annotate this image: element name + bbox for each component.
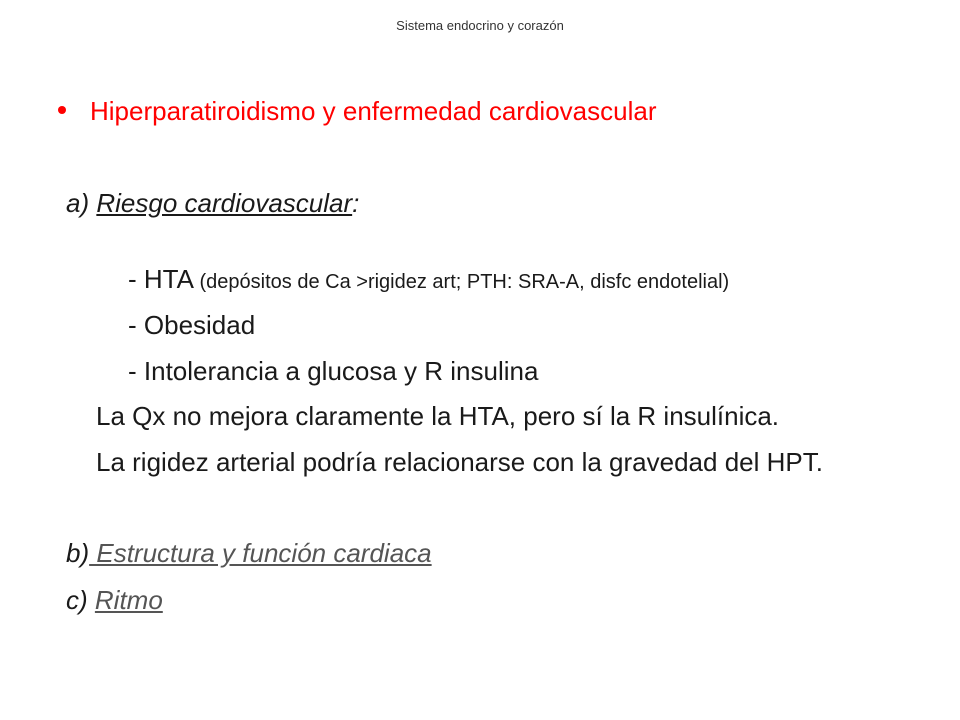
list-item-obesidad: - Obesidad: [128, 310, 256, 340]
list-item-hta: [128, 264, 729, 295]
section-a-title: Riesgo cardiovascular: [96, 188, 353, 218]
note-qx: La Qx no mejora claramente la HTA, pero sí la R insulínica.: [96, 401, 780, 431]
main-bullet: [58, 96, 656, 127]
section-c-heading[interactable]: [66, 585, 163, 616]
bullet-text: Hiperparatiroidismo y enfermedad cardiovascular: [90, 96, 657, 126]
list-item-intolerancia: - Intolerancia a glucosa y R insulina: [128, 356, 539, 386]
section-c-prefix: c): [66, 585, 95, 615]
hta-label: - HTA: [128, 264, 194, 294]
hta-detail: (depósitos de Ca >rigidez art; PTH: SRA-A, disfc endotelial): [193, 271, 730, 293]
section-a-suffix: :: [352, 188, 360, 218]
bullet-dot-icon: [58, 106, 66, 114]
slide-header: Sistema endocrino y corazón: [396, 18, 564, 33]
section-a-heading: [66, 188, 359, 219]
section-b-prefix: b): [66, 538, 90, 568]
note-rigidez: La rigidez arterial podría relacionarse con la gravedad del HPT.: [96, 447, 823, 477]
section-c-link[interactable]: Ritmo: [94, 585, 163, 615]
section-b-heading[interactable]: [66, 538, 432, 569]
section-b-link[interactable]: Estructura y función cardiaca: [89, 538, 432, 568]
section-a-prefix: a): [66, 188, 97, 218]
